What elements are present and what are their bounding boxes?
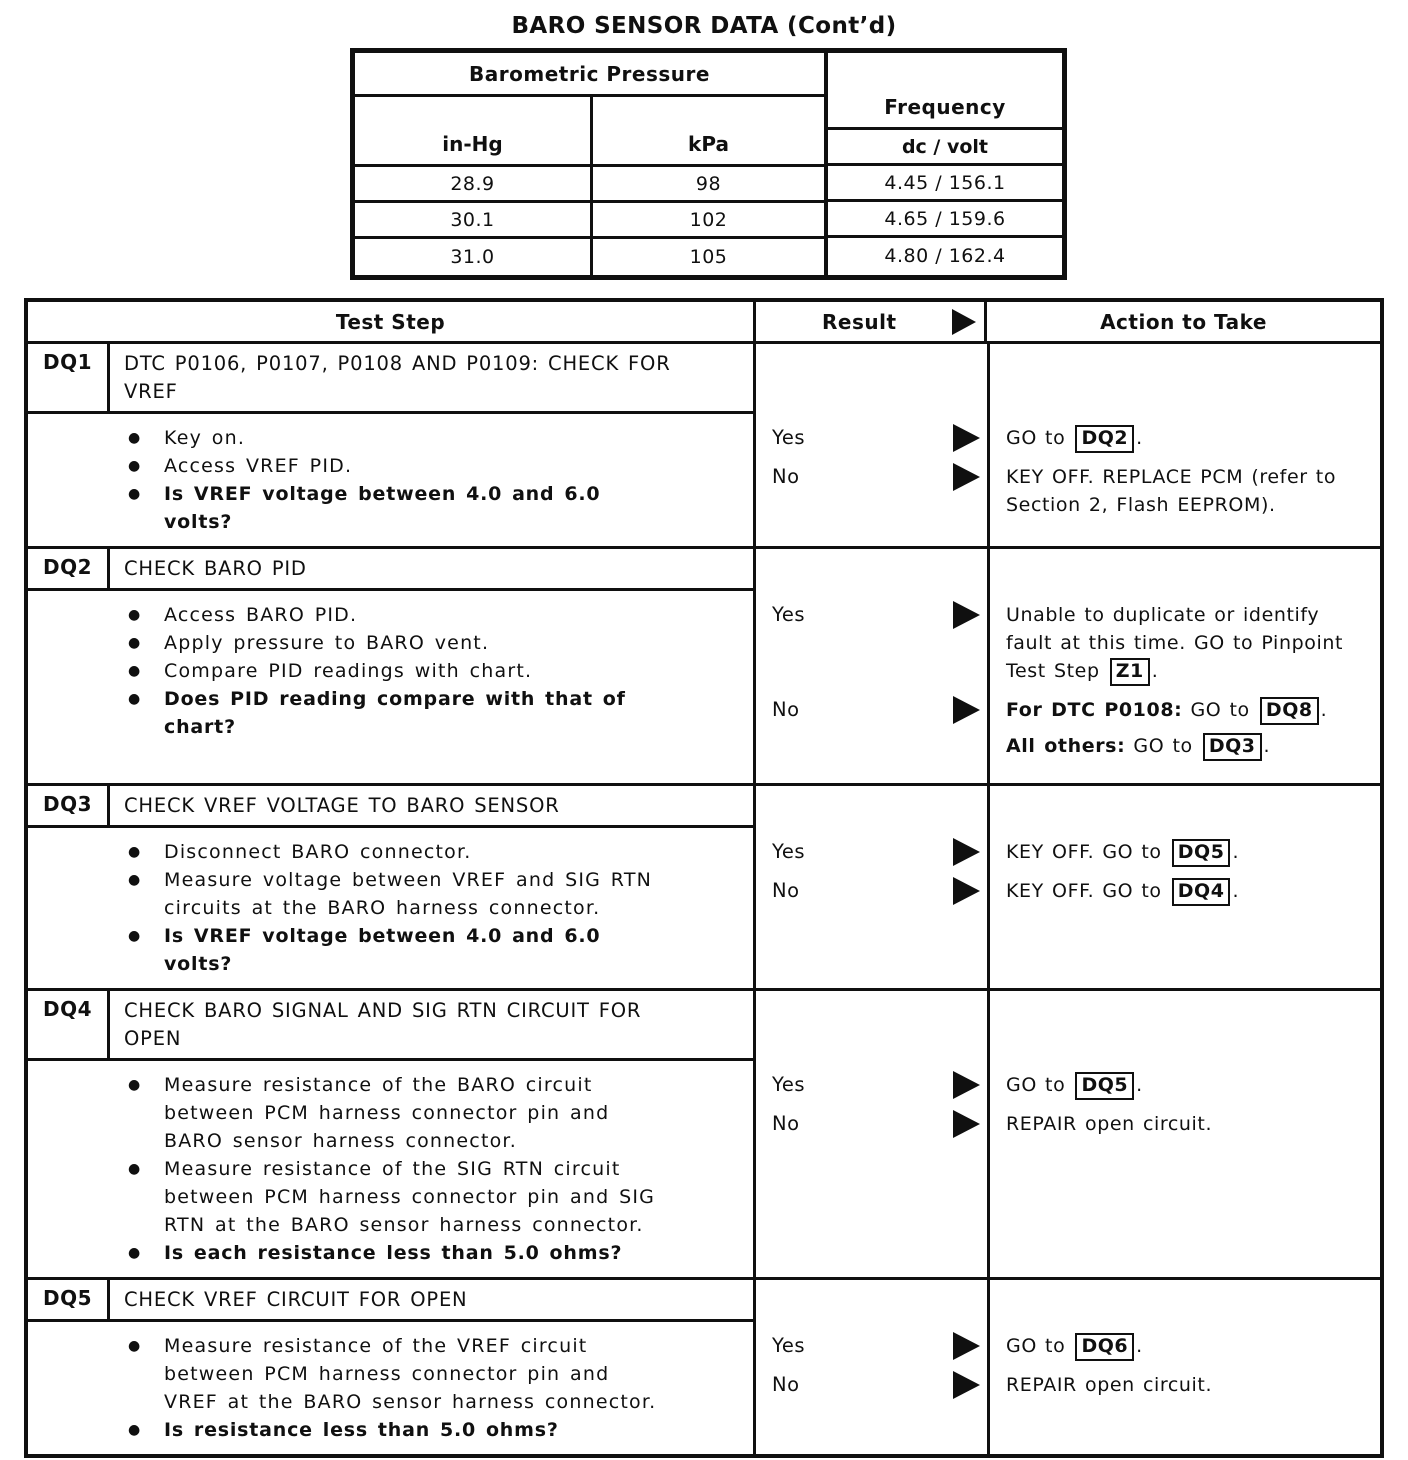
- test-step-column: [28, 549, 756, 783]
- bullet-text: Apply pressure to BARO vent.: [164, 632, 490, 654]
- bullet-item: [128, 452, 745, 480]
- bullet-list: [28, 1322, 753, 1454]
- bullet-dot-icon: ●: [128, 635, 141, 651]
- outcome-row: [756, 838, 1380, 867]
- outcomes-area: [756, 786, 1380, 988]
- result-action-divider: [987, 1280, 990, 1454]
- step-header-row: [28, 786, 753, 828]
- bullet-dot-icon: ●: [128, 607, 141, 623]
- bullet-list: [28, 591, 753, 751]
- bullet-item: [128, 838, 745, 866]
- action-text-segment: .: [1232, 841, 1240, 863]
- test-table-header-row: [28, 302, 1380, 344]
- action-line: [1006, 696, 1327, 725]
- step-header-row: [28, 1280, 753, 1322]
- action-cell: [990, 877, 1239, 906]
- action-cell: [990, 1071, 1143, 1100]
- col-header-dcvolt: dc / volt: [828, 130, 1062, 166]
- bullet-text: Is VREF voltage between 4.0 and 6.0 volts?: [164, 483, 601, 533]
- action-cell: [990, 1371, 1212, 1399]
- action-text-segment: .: [1320, 699, 1328, 721]
- col-header-action: Action to Take: [1100, 309, 1267, 334]
- action-text-segment: .: [1136, 427, 1143, 449]
- result-label: Yes: [772, 1334, 805, 1357]
- baro-cell-inhg: 30.1: [355, 203, 593, 236]
- boxed-step-ref: DQ5: [1075, 1072, 1134, 1100]
- bullet-item: [128, 1155, 745, 1239]
- col-header-kpa: kPa: [688, 132, 729, 156]
- result-header-label: Result: [822, 309, 897, 334]
- action-text-segment: Unable to duplicate or identify fault at this time. GO to Pinpoint Test Step: [1006, 604, 1344, 682]
- action-text-segment: REPAIR open circuit.: [1006, 1374, 1213, 1396]
- result-action-divider: [987, 786, 990, 988]
- action-text-segment: KEY OFF. GO to: [1006, 880, 1170, 902]
- action-line: [1006, 463, 1366, 519]
- result-arrow-icon: [953, 601, 980, 629]
- outcomes-area: [756, 549, 1380, 783]
- action-text-segment: KEY OFF. REPLACE PCM (refer to Section 2, Flash EEPROM).: [1006, 466, 1337, 516]
- bullet-item: [128, 601, 745, 629]
- test-step-column: [28, 344, 756, 546]
- result-arrow-icon: [953, 838, 980, 866]
- action-text-segment: REPAIR open circuit.: [1006, 1113, 1213, 1135]
- boxed-step-ref: Z1: [1110, 658, 1150, 686]
- baro-cell-dcvolt: 4.65 / 159.6: [828, 202, 1062, 238]
- action-line: [1006, 1071, 1143, 1100]
- result-arrow-icon: [953, 1071, 980, 1099]
- outcome-row: [756, 696, 1380, 761]
- result-label: Yes: [772, 603, 805, 626]
- baro-table-row: [355, 167, 824, 203]
- action-line: [1006, 838, 1239, 867]
- bullet-text: Access BARO PID.: [164, 604, 358, 626]
- bullet-dot-icon: ●: [128, 1161, 141, 1177]
- bullet-dot-icon: ●: [128, 458, 141, 474]
- outcomes-area: [756, 344, 1380, 546]
- action-line: [1006, 424, 1143, 453]
- baro-group-header: Barometric Pressure: [355, 53, 824, 97]
- result-label: Yes: [772, 426, 805, 449]
- step-title: DTC P0106, P0107, P0108 AND P0109: CHECK FOR VREF: [124, 352, 671, 403]
- barometric-pressure-columns: [355, 53, 828, 275]
- outcome-row: [756, 424, 1380, 453]
- action-line: [1006, 601, 1366, 686]
- bullet-item: [128, 480, 745, 536]
- step-id-label: DQ4: [28, 991, 110, 1058]
- action-line: [1006, 877, 1239, 906]
- action-text-segment: .: [1151, 660, 1159, 682]
- outcome-row: [756, 1332, 1380, 1361]
- bullet-text: Is resistance less than 5.0 ohms?: [164, 1419, 559, 1441]
- bullet-dot-icon: ●: [128, 486, 141, 502]
- result-cell: [756, 696, 990, 724]
- result-label: Yes: [772, 1073, 805, 1096]
- step-id-label: DQ3: [28, 786, 110, 825]
- bullet-text: Disconnect BARO connector.: [164, 841, 472, 863]
- result-cell: [756, 1371, 990, 1399]
- baro-cell-dcvolt: 4.45 / 156.1: [828, 166, 1062, 202]
- outcome-row: [756, 601, 1380, 686]
- step-header-row: [28, 549, 753, 591]
- page-title: BARO SENSOR DATA (Cont’d): [511, 13, 897, 39]
- bullet-dot-icon: ●: [128, 844, 141, 860]
- bullet-item: [128, 1332, 745, 1416]
- test-step-column: [28, 1280, 756, 1454]
- baro-table-row: [355, 203, 824, 239]
- action-line: [1006, 1332, 1143, 1361]
- step-id-label: DQ2: [28, 549, 110, 588]
- result-header-arrow-icon: [952, 309, 976, 335]
- bullet-item: [128, 866, 745, 922]
- outcome-row: [756, 1371, 1380, 1399]
- result-cell: [756, 1332, 990, 1360]
- result-arrow-icon: [953, 696, 980, 724]
- result-arrow-icon: [953, 424, 980, 452]
- baro-right-rows: [828, 166, 1062, 274]
- boxed-step-ref: DQ2: [1075, 425, 1134, 453]
- pinpoint-test-table: [24, 298, 1384, 1458]
- action-cell: [990, 601, 1366, 686]
- result-cell: [756, 463, 990, 491]
- action-text-segment: KEY OFF. GO to: [1006, 841, 1170, 863]
- step-title: CHECK BARO SIGNAL AND SIG RTN CIRCUIT FOR OPEN: [124, 999, 642, 1050]
- action-line: [1006, 1110, 1212, 1138]
- action-text-segment: .: [1232, 880, 1240, 902]
- result-cell: [756, 877, 990, 905]
- action-text-segment: For DTC P0108:: [1006, 699, 1183, 721]
- test-steps: [28, 344, 1380, 1454]
- bullet-item: [128, 657, 745, 685]
- bullet-dot-icon: ●: [128, 928, 141, 944]
- bullet-item: [128, 629, 745, 657]
- result-cell: [756, 838, 990, 866]
- result-label: No: [772, 879, 800, 902]
- action-text-segment: GO to: [1006, 1074, 1074, 1096]
- col-header-inhg: in-Hg: [355, 97, 593, 164]
- test-step-column: [28, 991, 756, 1277]
- boxed-step-ref: DQ3: [1203, 733, 1262, 761]
- bullet-text: Key on.: [164, 427, 246, 449]
- action-text-segment: GO to: [1125, 735, 1201, 757]
- bullet-dot-icon: ●: [128, 663, 141, 679]
- step-title: CHECK VREF CIRCUIT FOR OPEN: [124, 1288, 468, 1311]
- baro-cell-dcvolt: 4.80 / 162.4: [884, 245, 1006, 267]
- result-arrow-icon: [953, 1332, 980, 1360]
- result-label: No: [772, 1373, 800, 1396]
- action-text-segment: All others:: [1006, 735, 1126, 757]
- bullet-list: [28, 414, 753, 546]
- result-arrow-icon: [953, 1371, 980, 1399]
- step-section-dq5: [28, 1277, 1380, 1454]
- boxed-step-ref: DQ5: [1172, 839, 1231, 867]
- result-cell: [756, 1071, 990, 1099]
- result-cell: [756, 601, 990, 629]
- baro-cell-kpa: 102: [689, 208, 728, 231]
- bullet-text: Is VREF voltage between 4.0 and 6.0 volts?: [164, 925, 601, 975]
- frequency-header: Frequency: [828, 53, 1062, 130]
- action-cell: [990, 424, 1143, 453]
- result-action-divider: [987, 549, 990, 783]
- action-text-segment: GO to: [1006, 427, 1074, 449]
- action-text-segment: .: [1136, 1074, 1143, 1096]
- bullet-list: [28, 1061, 753, 1277]
- bullet-dot-icon: ●: [128, 430, 141, 446]
- action-cell: [990, 1332, 1143, 1361]
- outcome-row: [756, 877, 1380, 906]
- step-header-row: [28, 344, 753, 414]
- action-line: [1006, 732, 1327, 761]
- result-action-divider: [987, 991, 990, 1277]
- action-text-segment: .: [1263, 735, 1271, 757]
- action-cell: [990, 838, 1239, 867]
- action-text-segment: GO to: [1006, 1335, 1074, 1357]
- outcome-row: [756, 1071, 1380, 1100]
- bullet-item: [128, 1239, 745, 1267]
- boxed-step-ref: DQ4: [1172, 878, 1231, 906]
- result-label: No: [772, 1112, 800, 1135]
- bullet-text: Measure resistance of the SIG RTN circuit between PCM harness connector pin and SIG RTN at the BARO sensor harness connector.: [164, 1158, 656, 1236]
- bullet-dot-icon: ●: [128, 1245, 141, 1261]
- baro-cell-kpa: 105: [689, 246, 728, 268]
- bullet-text: Is each resistance less than 5.0 ohms?: [164, 1242, 623, 1264]
- bullet-dot-icon: ●: [128, 691, 141, 707]
- bullet-text: Measure voltage between VREF and SIG RTN circuits at the BARO harness connector.: [164, 869, 653, 919]
- boxed-step-ref: DQ8: [1260, 697, 1319, 725]
- step-id-label: DQ1: [28, 344, 110, 411]
- bullet-item: [128, 1416, 745, 1444]
- result-arrow-icon: [953, 1110, 980, 1138]
- bullet-dot-icon: ●: [128, 1077, 141, 1093]
- bullet-text: Does PID reading compare with that of chart?: [164, 688, 626, 738]
- baro-table-row: [355, 239, 824, 275]
- step-title: CHECK VREF VOLTAGE TO BARO SENSOR: [124, 794, 560, 817]
- step-id-label: DQ5: [28, 1280, 110, 1319]
- result-cell: [756, 1110, 990, 1138]
- result-action-divider: [987, 344, 990, 546]
- baro-cell-kpa: 98: [695, 172, 722, 195]
- result-arrow-icon: [953, 877, 980, 905]
- bullet-dot-icon: ●: [128, 872, 141, 888]
- action-text-segment: GO to: [1182, 699, 1258, 721]
- outcomes-area: [756, 991, 1380, 1277]
- outcomes-area: [756, 1280, 1380, 1454]
- bullet-dot-icon: ●: [128, 1338, 141, 1354]
- bullet-text: Compare PID readings with chart.: [164, 660, 533, 682]
- boxed-step-ref: DQ6: [1075, 1333, 1134, 1361]
- result-cell: [756, 424, 990, 452]
- bullet-item: [128, 685, 745, 741]
- action-cell: [990, 463, 1366, 519]
- bullet-dot-icon: ●: [128, 1422, 141, 1438]
- baro-left-rows: [355, 167, 824, 275]
- action-line: [1006, 1371, 1212, 1399]
- result-label: No: [772, 698, 800, 721]
- col-header-result: [756, 302, 987, 341]
- baro-cell-inhg: 28.9: [355, 167, 593, 200]
- bullet-list: [28, 828, 753, 988]
- outcome-row: [756, 463, 1380, 519]
- baro-sensor-data-table: [350, 48, 1067, 280]
- result-label: No: [772, 465, 800, 488]
- test-step-column: [28, 786, 756, 988]
- action-cell: [990, 696, 1327, 761]
- step-section-dq1: [28, 344, 1380, 546]
- step-section-dq2: [28, 546, 1380, 783]
- frequency-column: [828, 53, 1062, 275]
- action-cell: [990, 1110, 1212, 1138]
- bullet-text: Measure resistance of the BARO circuit between PCM harness connector pin and BARO sensor harness connector.: [164, 1074, 610, 1152]
- step-title: CHECK BARO PID: [124, 557, 307, 580]
- baro-subheader-row: [355, 97, 824, 167]
- result-arrow-icon: [953, 463, 980, 491]
- bullet-item: [128, 424, 745, 452]
- step-section-dq4: [28, 988, 1380, 1277]
- baro-cell-inhg: 31.0: [355, 239, 593, 275]
- step-section-dq3: [28, 783, 1380, 988]
- bullet-text: Access VREF PID.: [164, 455, 353, 477]
- outcome-row: [756, 1110, 1380, 1138]
- action-text-segment: .: [1136, 1335, 1143, 1357]
- bullet-item: [128, 1071, 745, 1155]
- col-header-test-step: Test Step: [28, 302, 756, 341]
- bullet-text: Measure resistance of the VREF circuit between PCM harness connector pin and VREF at the BARO sensor harness connector.: [164, 1335, 657, 1413]
- step-header-row: [28, 991, 753, 1061]
- bullet-item: [128, 922, 745, 978]
- result-label: Yes: [772, 840, 805, 863]
